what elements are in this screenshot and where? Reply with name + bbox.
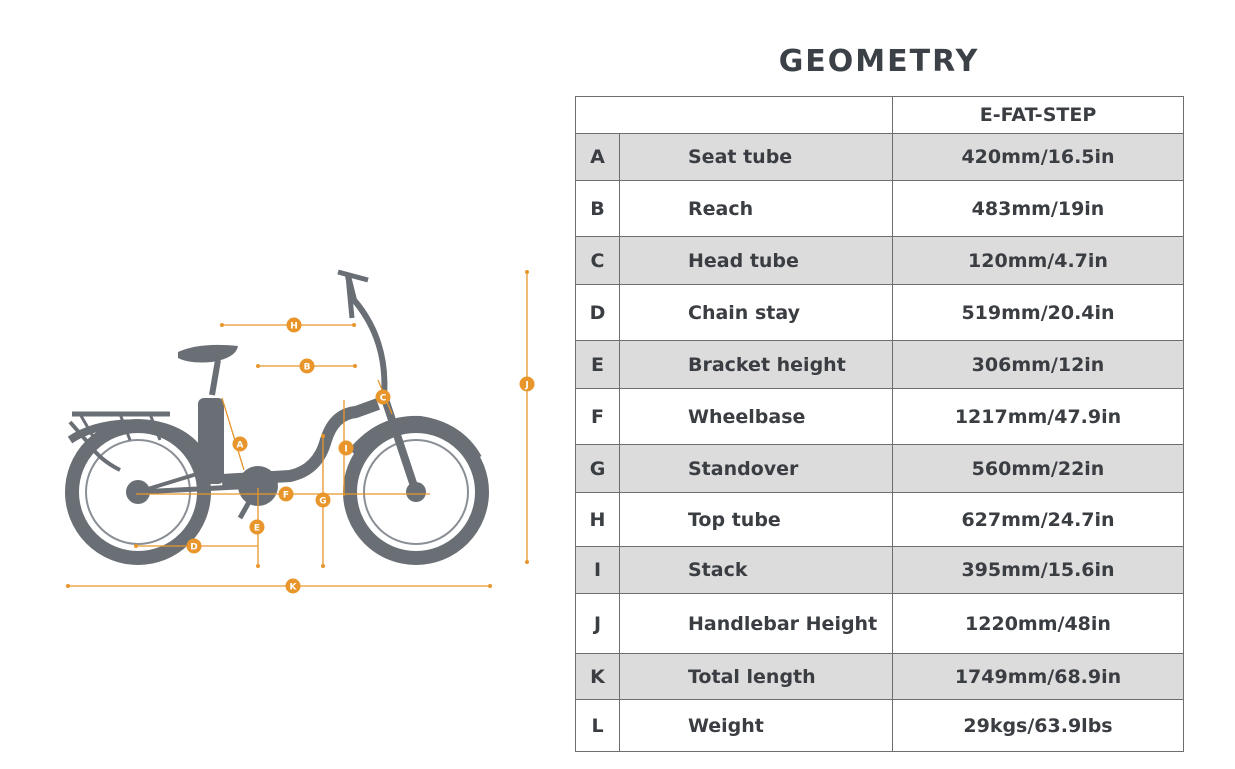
row-parameter: Weight	[620, 700, 893, 752]
row-parameter: Chain stay	[620, 285, 893, 341]
geometry-table	[575, 96, 1184, 752]
bike-geometry-diagram	[0, 0, 570, 769]
row-value: 29kgs/63.9lbs	[893, 700, 1184, 752]
row-value: 420mm/16.5in	[893, 134, 1184, 181]
page-title: GEOMETRY	[778, 44, 980, 79]
row-parameter: Reach	[620, 181, 893, 237]
table-row	[576, 493, 1184, 547]
row-letter: J	[576, 594, 620, 654]
row-value: 1749mm/68.9in	[893, 654, 1184, 700]
table-row	[576, 181, 1184, 237]
table-row	[576, 445, 1184, 493]
row-letter: L	[576, 700, 620, 752]
row-letter: H	[576, 493, 620, 547]
row-value: 483mm/19in	[893, 181, 1184, 237]
svg-text:E: E	[253, 523, 261, 534]
svg-text:K: K	[289, 582, 297, 593]
row-letter: C	[576, 237, 620, 285]
row-value: 120mm/4.7in	[893, 237, 1184, 285]
model-name: E-FAT-STEP	[893, 97, 1184, 134]
row-value: 395mm/15.6in	[893, 547, 1184, 594]
row-value: 306mm/12in	[893, 341, 1184, 389]
row-letter: A	[576, 134, 620, 181]
svg-text:B: B	[303, 362, 311, 373]
table-row	[576, 285, 1184, 341]
row-value: 519mm/20.4in	[893, 285, 1184, 341]
table-row	[576, 134, 1184, 181]
row-letter: I	[576, 547, 620, 594]
row-value: 1220mm/48in	[893, 594, 1184, 654]
table-row	[576, 654, 1184, 700]
row-parameter: Wheelbase	[620, 389, 893, 445]
row-letter: D	[576, 285, 620, 341]
svg-text:G: G	[319, 496, 327, 507]
row-parameter: Seat tube	[620, 134, 893, 181]
svg-text:A: A	[236, 440, 244, 451]
svg-text:J: J	[525, 380, 529, 391]
svg-text:F: F	[282, 490, 290, 501]
svg-text:C: C	[379, 393, 387, 404]
table-row	[576, 594, 1184, 654]
row-parameter: Top tube	[620, 493, 893, 547]
svg-text:D: D	[190, 542, 198, 553]
table-row	[576, 237, 1184, 285]
header-blank-cell	[576, 97, 893, 134]
bike-illustration	[0, 0, 570, 769]
row-letter: F	[576, 389, 620, 445]
row-letter: E	[576, 341, 620, 389]
row-parameter: Bracket height	[620, 341, 893, 389]
row-parameter: Handlebar Height	[620, 594, 893, 654]
table-row	[576, 341, 1184, 389]
row-letter: G	[576, 445, 620, 493]
row-parameter: Total length	[620, 654, 893, 700]
row-value: 1217mm/47.9in	[893, 389, 1184, 445]
row-parameter: Stack	[620, 547, 893, 594]
row-letter: B	[576, 181, 620, 237]
table-row	[576, 547, 1184, 594]
table-row	[576, 389, 1184, 445]
row-value: 560mm/22in	[893, 445, 1184, 493]
row-letter: K	[576, 654, 620, 700]
table-header-row	[576, 97, 1184, 134]
svg-text:I: I	[344, 444, 348, 455]
row-value: 627mm/24.7in	[893, 493, 1184, 547]
svg-text:H: H	[290, 321, 298, 332]
row-parameter: Head tube	[620, 237, 893, 285]
table-row	[576, 700, 1184, 752]
row-parameter: Standover	[620, 445, 893, 493]
